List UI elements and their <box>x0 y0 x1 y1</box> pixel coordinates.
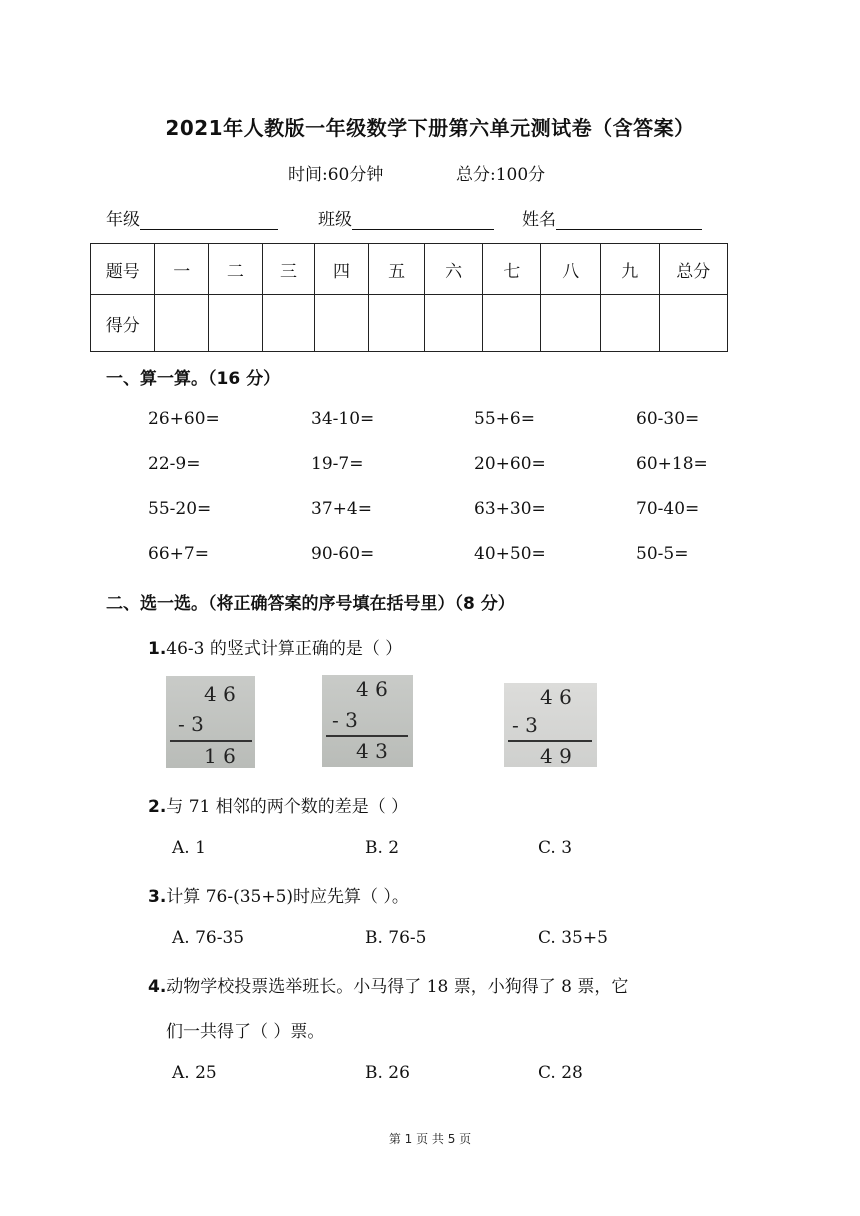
grade-field <box>106 205 278 230</box>
score-cell: 一 <box>155 244 209 295</box>
calc-item: 90-60= <box>311 544 375 564</box>
vertical-calc-image-b <box>322 675 413 767</box>
name-label: 姓名 <box>522 210 556 230</box>
vertical-calc-image-c <box>504 683 597 767</box>
score-cell: 七 <box>482 244 541 295</box>
grade-blank <box>140 209 278 230</box>
option-a: A. 25 <box>172 1063 217 1083</box>
calc-bottom: 1 6 <box>204 744 236 768</box>
page-footer: 第 1 页 共 5 页 <box>388 1132 472 1146</box>
calc-item: 55-20= <box>148 499 212 519</box>
score-blank-cell <box>368 295 425 352</box>
class-field <box>318 205 494 230</box>
question-text: 计算 76-(35+5)时应先算（ ）。 <box>166 887 409 907</box>
calc-mid: - 3 <box>178 712 204 736</box>
option-c: C. 3 <box>538 838 573 858</box>
vertical-calc-image-a <box>166 676 255 768</box>
score-blank-cell <box>600 295 659 352</box>
score-blank-cell <box>155 295 209 352</box>
score-blank-cell <box>482 295 541 352</box>
option-c: C. 35+5 <box>538 928 608 948</box>
question-text: 动物学校投票选举班长。小马得了 18 票，小狗得了 8 票，它 <box>166 977 629 997</box>
score-blank-cell <box>425 295 483 352</box>
calc-item: 37+4= <box>311 499 372 519</box>
score-blank-cell <box>659 295 727 352</box>
class-blank <box>352 209 494 230</box>
question-1 <box>148 634 402 659</box>
calc-item: 63+30= <box>474 499 546 519</box>
calc-item: 26+60= <box>148 409 220 429</box>
score-cell: 二 <box>209 244 263 295</box>
calc-item: 70-40= <box>636 499 700 519</box>
section2-heading: 二、选一选。（将正确答案的序号填在括号里）（8 分） <box>106 594 515 614</box>
score-label-cell: 得分 <box>91 295 155 352</box>
question-3 <box>148 882 409 907</box>
score-blank-cell <box>262 295 315 352</box>
option-b: B. 76-5 <box>365 928 427 948</box>
calc-item: 66+7= <box>148 544 209 564</box>
score-blank-cell <box>541 295 601 352</box>
question-number: 1. <box>148 639 167 659</box>
question-2 <box>148 792 408 817</box>
calc-mid: - 3 <box>512 713 538 737</box>
score-cell: 四 <box>315 244 369 295</box>
name-blank <box>556 209 702 230</box>
score-table-header-row <box>91 244 728 295</box>
calc-item: 55+6= <box>474 409 535 429</box>
page-title: 2021年人教版一年级数学下册第六单元测试卷（含答案） <box>165 116 695 140</box>
question-number: 2. <box>148 797 167 817</box>
score-cell: 八 <box>541 244 601 295</box>
score-cell: 六 <box>425 244 483 295</box>
calc-top: 4 6 <box>356 677 388 701</box>
question-text: 46-3 的竖式计算正确的是（ ） <box>166 639 403 659</box>
score-table <box>90 243 728 352</box>
question-text: 与 71 相邻的两个数的差是（ ） <box>166 797 409 817</box>
calc-item: 60+18= <box>636 454 708 474</box>
class-label: 班级 <box>318 210 352 230</box>
option-a: A. 1 <box>172 838 206 858</box>
calc-item: 60-30= <box>636 409 700 429</box>
calc-item: 40+50= <box>474 544 546 564</box>
score-cell: 总分 <box>659 244 727 295</box>
question-4-line2: 们一共得了（ ）票。 <box>166 1022 325 1042</box>
calc-item: 19-7= <box>311 454 364 474</box>
calc-mid: - 3 <box>332 708 358 732</box>
score-blank-cell <box>315 295 369 352</box>
calc-bottom: 4 3 <box>356 739 388 763</box>
option-a: A. 76-35 <box>172 928 245 948</box>
section1-heading: 一、算一算。（16 分） <box>106 369 281 389</box>
calc-item: 22-9= <box>148 454 201 474</box>
score-blank-cell <box>209 295 263 352</box>
calc-top: 4 6 <box>204 682 236 706</box>
calc-top: 4 6 <box>540 685 572 709</box>
score-cell: 九 <box>600 244 659 295</box>
grade-label: 年级 <box>106 210 140 230</box>
option-c: C. 28 <box>538 1063 583 1083</box>
exam-time: 时间:60分钟 <box>288 165 384 185</box>
name-field <box>522 205 702 230</box>
score-cell: 五 <box>368 244 425 295</box>
question-number: 3. <box>148 887 167 907</box>
exam-total-score: 总分:100分 <box>456 165 546 185</box>
calc-line <box>326 735 408 737</box>
calc-line <box>508 740 592 742</box>
calc-bottom: 4 9 <box>540 744 572 768</box>
question-number: 4. <box>148 977 167 997</box>
question-4 <box>148 972 628 997</box>
option-b: B. 2 <box>365 838 400 858</box>
score-cell: 题号 <box>91 244 155 295</box>
calc-item: 20+60= <box>474 454 546 474</box>
calc-line <box>170 740 252 742</box>
option-b: B. 26 <box>365 1063 410 1083</box>
score-table-score-row <box>91 295 728 352</box>
calc-item: 34-10= <box>311 409 375 429</box>
score-cell: 三 <box>262 244 315 295</box>
calc-item: 50-5= <box>636 544 689 564</box>
